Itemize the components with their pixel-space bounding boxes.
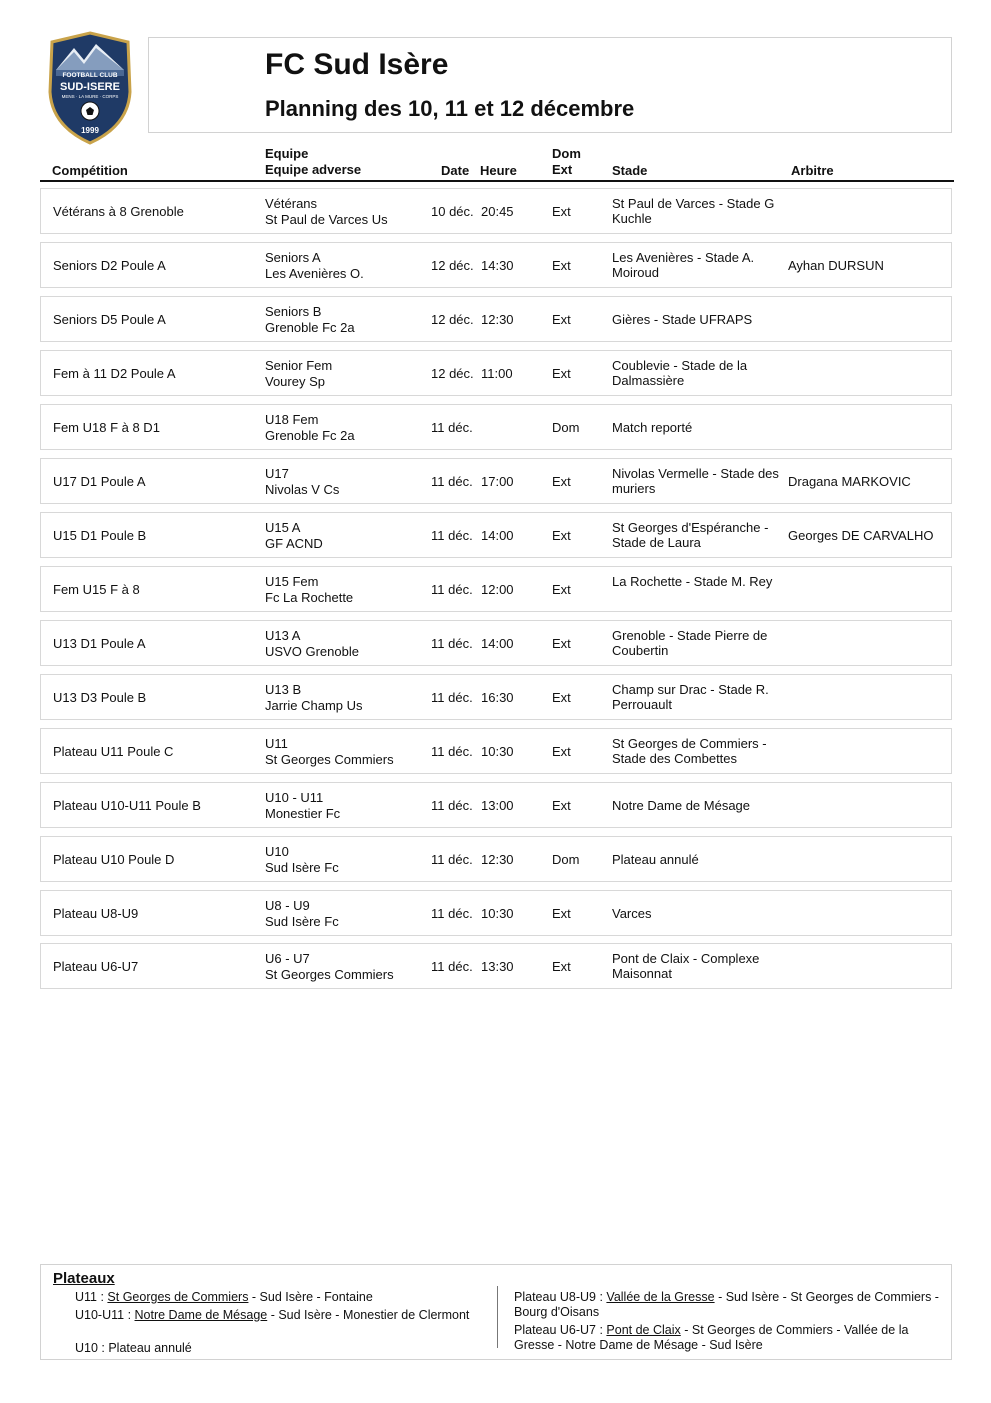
match-opponent: St Paul de Varces Us — [265, 212, 388, 227]
plateau-prefix: U10-U11 : — [75, 1308, 135, 1322]
match-team: Seniors B — [265, 304, 322, 319]
match-date: 11 déc. — [431, 744, 473, 759]
match-competition: U13 D3 Poule B — [53, 690, 147, 705]
logo-places-text: MENS · LA MURE · CORPS — [61, 94, 119, 99]
match-opponent: Grenoble Fc 2a — [265, 320, 355, 335]
match-time: 10:30 — [481, 744, 514, 759]
match-time: 12:00 — [481, 582, 514, 597]
match-date: 11 déc. — [431, 528, 473, 543]
match-team: U13 A — [265, 628, 301, 643]
match-team: Senior Fem — [265, 358, 333, 373]
match-stade: Match reporté — [612, 420, 693, 435]
match-competition: Seniors D2 Poule A — [53, 258, 166, 273]
header-team-top: Equipe — [265, 146, 309, 161]
match-dom-ext: Ext — [552, 959, 571, 974]
match-time: 16:30 — [481, 690, 514, 705]
match-row — [40, 404, 952, 450]
match-opponent: St Georges Commiers — [265, 967, 394, 982]
match-row — [40, 188, 952, 234]
match-team: U6 - U7 — [265, 951, 310, 966]
match-competition: U17 D1 Poule A — [53, 474, 146, 489]
match-date: 11 déc. — [431, 690, 473, 705]
plateau-u8-u9 — [514, 1290, 944, 1320]
header-team — [265, 146, 361, 178]
match-arbitre: Georges DE CARVALHO — [788, 528, 934, 543]
match-stade: Champ sur Drac - Stade R. Perrouault — [612, 682, 769, 712]
plateau-prefix: Plateau U6-U7 : — [514, 1323, 607, 1337]
match-date: 11 déc. — [431, 852, 473, 867]
match-team: U10 — [265, 844, 289, 859]
plateau-prefix: U11 : — [75, 1290, 108, 1304]
page-subtitle: Planning des 10, 11 et 12 décembre — [265, 96, 635, 121]
match-opponent: Nivolas V Cs — [265, 482, 340, 497]
plateau-rest: - Sud Isère - Fontaine — [248, 1290, 373, 1304]
logo-year-text: 1999 — [81, 126, 99, 135]
plateau-u10: U10 : Plateau annulé — [75, 1341, 192, 1355]
match-stade: Varces — [612, 906, 652, 921]
match-teams — [265, 574, 353, 605]
match-team: U15 A — [265, 520, 301, 535]
match-row — [40, 458, 952, 504]
match-teams — [265, 790, 340, 821]
header-arbitre: Arbitre — [791, 163, 834, 178]
match-row — [40, 728, 952, 774]
match-dom-ext: Ext — [552, 582, 571, 597]
match-teams — [265, 951, 394, 982]
match-competition: Plateau U10-U11 Poule B — [53, 798, 201, 813]
match-date: 10 déc. — [431, 204, 474, 219]
match-opponent: Sud Isère Fc — [265, 914, 339, 929]
match-opponent: GF ACND — [265, 536, 323, 551]
header-date: Date — [441, 163, 470, 178]
header-ext: Ext — [552, 162, 573, 177]
match-teams — [265, 196, 388, 227]
match-competition: Fem U18 F à 8 D1 — [53, 420, 160, 435]
match-dom-ext: Ext — [552, 906, 571, 921]
plateau-prefix: Plateau U8-U9 : — [514, 1290, 607, 1304]
match-dom-ext: Ext — [552, 744, 571, 759]
match-stade: Pont de Claix - Complexe Maisonnat — [612, 951, 760, 981]
match-competition: U15 D1 Poule B — [53, 528, 147, 543]
club-logo — [44, 30, 136, 146]
match-stade: St Georges d'Espéranche - Stade de Laura — [612, 520, 769, 550]
match-team: U11 — [265, 736, 288, 751]
plateau-place: Pont de Claix — [606, 1323, 681, 1337]
match-stade: St Georges de Commiers - Stade des Combettes — [612, 736, 767, 766]
logo-top-text: FOOTBALL CLUB — [62, 72, 118, 79]
match-dom-ext: Ext — [552, 204, 571, 219]
match-dom-ext: Ext — [552, 474, 571, 489]
plateau-rest: - Sud Isère - Monestier de Clermont — [267, 1308, 470, 1322]
plateau-place: Vallée de la Gresse — [606, 1290, 715, 1304]
match-opponent: Fc La Rochette — [265, 590, 354, 605]
match-stade: St Paul de Varces - Stade G Kuchle — [612, 196, 775, 226]
match-time: 14:00 — [481, 528, 514, 543]
match-team: U13 B — [265, 682, 302, 697]
header-competition: Compétition — [52, 163, 128, 178]
match-time: 12:30 — [481, 852, 514, 867]
match-date: 11 déc. — [431, 906, 473, 921]
match-date: 12 déc. — [431, 312, 474, 327]
match-date: 12 déc. — [431, 258, 474, 273]
header-team-bottom: Equipe adverse — [265, 162, 362, 177]
plateau-place: St Georges de Commiers — [107, 1290, 249, 1304]
header-stade: Stade — [612, 163, 648, 178]
match-teams — [265, 412, 355, 443]
match-stade: La Rochette - Stade M. Rey — [612, 574, 773, 589]
match-competition: Fem U15 F à 8 — [53, 582, 140, 597]
match-time: 13:30 — [481, 959, 514, 974]
match-teams — [265, 736, 394, 767]
match-teams — [265, 628, 359, 659]
match-date: 11 déc. — [431, 582, 473, 597]
header-divider — [40, 180, 954, 182]
match-row — [40, 620, 952, 666]
page-title: FC Sud Isère — [265, 48, 449, 81]
match-dom-ext: Dom — [552, 420, 580, 435]
match-competition: Vétérans à 8 Grenoble — [53, 204, 184, 219]
match-team: Vétérans — [265, 196, 318, 211]
match-time: 13:00 — [481, 798, 514, 813]
logo-main-text: SUD-ISERE — [60, 81, 120, 93]
match-teams — [265, 466, 339, 497]
match-teams — [265, 358, 332, 389]
match-opponent: Jarrie Champ Us — [265, 698, 363, 713]
match-team: U10 - U11 — [265, 790, 324, 805]
match-teams — [265, 304, 355, 335]
match-stade: Grenoble - Stade Pierre de Coubertin — [612, 628, 768, 658]
match-row — [40, 836, 952, 882]
match-competition: Seniors D5 Poule A — [53, 312, 166, 327]
header-dom: Dom — [552, 146, 581, 161]
match-team: U17 — [265, 466, 289, 481]
match-opponent: Sud Isère Fc — [265, 860, 339, 875]
match-time: 20:45 — [481, 204, 514, 219]
match-dom-ext: Ext — [552, 366, 571, 381]
match-dom-ext: Ext — [552, 690, 571, 705]
match-stade: Gières - Stade UFRAPS — [612, 312, 753, 327]
match-row — [40, 943, 952, 989]
match-team: U8 - U9 — [265, 898, 310, 913]
match-date: 11 déc. — [431, 474, 473, 489]
match-arbitre: Dragana MARKOVIC — [788, 474, 911, 489]
match-competition: Plateau U10 Poule D — [53, 852, 175, 867]
match-row — [40, 890, 952, 936]
match-arbitre: Ayhan DURSUN — [788, 258, 884, 273]
match-time: 17:00 — [481, 474, 514, 489]
match-competition: Plateau U6-U7 — [53, 959, 139, 974]
match-competition: Plateau U11 Poule C — [53, 744, 174, 759]
match-opponent: Vourey Sp — [265, 374, 325, 389]
match-team: Seniors A — [265, 250, 321, 265]
match-dom-ext: Ext — [552, 636, 571, 651]
plateau-u10-u11 — [75, 1308, 485, 1323]
match-date: 12 déc. — [431, 366, 474, 381]
match-dom-ext: Ext — [552, 528, 571, 543]
match-competition: Fem à 11 D2 Poule A — [53, 366, 176, 381]
plateau-u11 — [75, 1290, 485, 1305]
plateau-rest: - St Georges de Commiers - Vallée de la Gresse - Notre Dame de Mésage - Sud Isère — [514, 1323, 909, 1352]
match-row — [40, 512, 952, 558]
match-teams — [265, 520, 323, 551]
plateaux-title: Plateaux — [53, 1270, 115, 1287]
match-stade: Notre Dame de Mésage — [612, 798, 751, 813]
match-opponent: Grenoble Fc 2a — [265, 428, 355, 443]
match-competition: Plateau U8-U9 — [53, 906, 139, 921]
plateaux-divider — [497, 1286, 498, 1348]
match-date: 11 déc. — [431, 959, 473, 974]
match-stade: Les Avenières - Stade A. Moiroud — [612, 250, 755, 280]
match-dom-ext: Ext — [552, 798, 571, 813]
header-dom-ext — [552, 146, 581, 178]
header-time: Heure — [480, 163, 517, 178]
match-opponent: St Georges Commiers — [265, 752, 394, 767]
match-opponent: Les Avenières O. — [265, 266, 364, 281]
match-dom-ext: Ext — [552, 312, 571, 327]
match-opponent: USVO Grenoble — [265, 644, 359, 659]
match-stade: Coublevie - Stade de la Dalmassière — [612, 358, 748, 388]
match-time: 10:30 — [481, 906, 514, 921]
match-teams — [265, 250, 364, 281]
match-date: 11 déc. — [431, 420, 473, 435]
match-team: U18 Fem — [265, 412, 319, 427]
plateau-rest: - Sud Isère - St Georges de Commiers - Bourg d'Oisans — [514, 1290, 939, 1319]
match-row — [40, 566, 952, 612]
match-row — [40, 674, 952, 720]
plateau-place: Notre Dame de Mésage — [134, 1308, 268, 1322]
match-row — [40, 782, 952, 828]
match-row — [40, 296, 952, 342]
plateau-u6-u7 — [514, 1323, 944, 1353]
match-stade: Plateau annulé — [612, 852, 699, 867]
match-competition: U13 D1 Poule A — [53, 636, 146, 651]
match-opponent: Monestier Fc — [265, 806, 341, 821]
match-teams — [265, 844, 339, 875]
match-time: 14:30 — [481, 258, 514, 273]
match-teams — [265, 898, 339, 929]
match-teams — [265, 682, 363, 713]
match-row — [40, 350, 952, 396]
match-stade: Nivolas Vermelle - Stade des muriers — [612, 466, 779, 496]
match-time: 14:00 — [481, 636, 514, 651]
match-date: 11 déc. — [431, 636, 473, 651]
match-time: 12:30 — [481, 312, 514, 327]
match-dom-ext: Dom — [552, 852, 580, 867]
match-time: 11:00 — [481, 366, 513, 381]
match-dom-ext: Ext — [552, 258, 571, 273]
match-team: U15 Fem — [265, 574, 319, 589]
match-row — [40, 242, 952, 288]
match-date: 11 déc. — [431, 798, 473, 813]
